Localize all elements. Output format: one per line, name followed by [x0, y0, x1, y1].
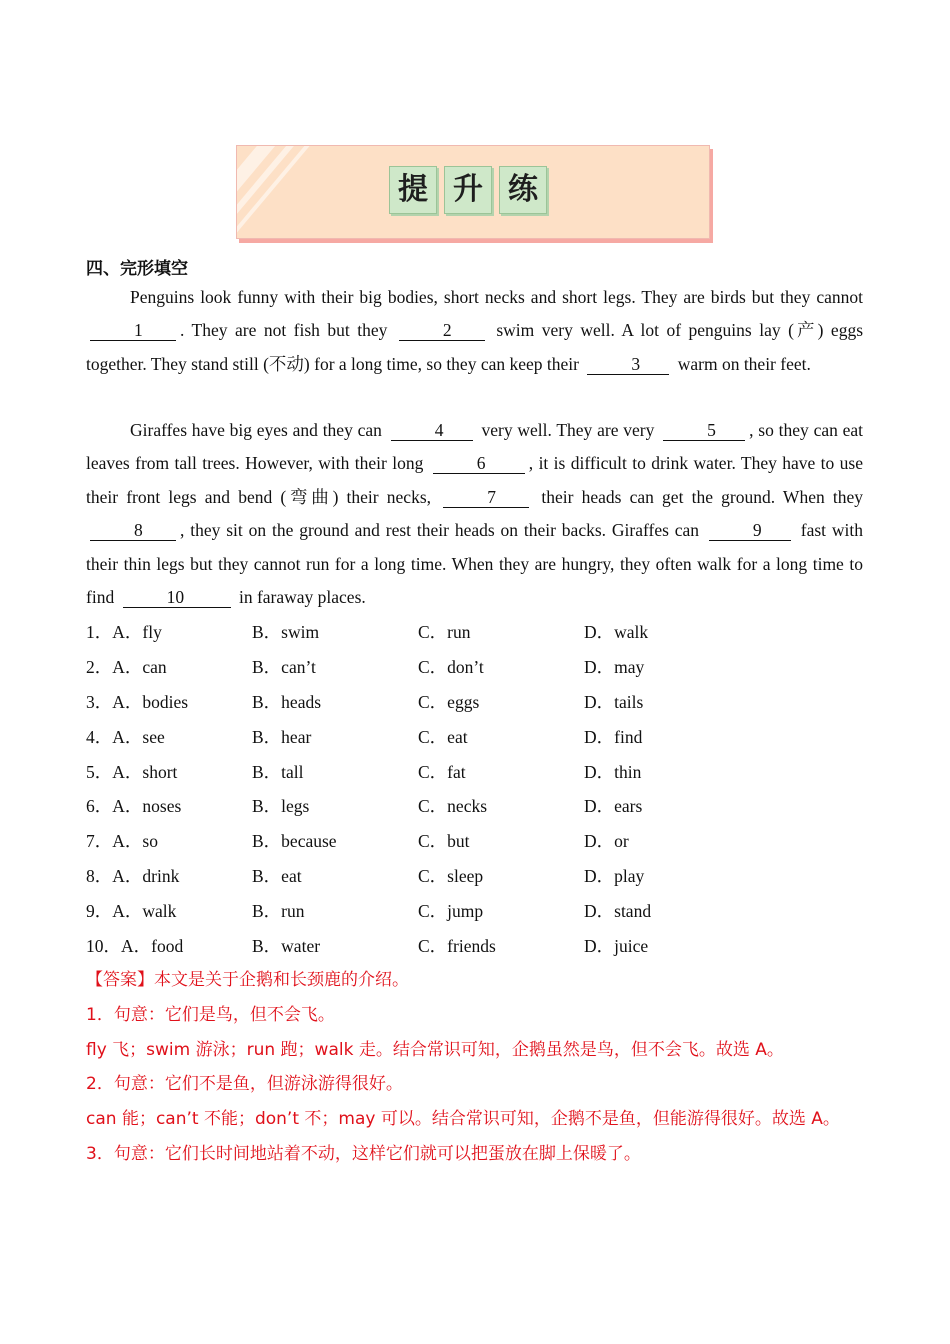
blank-7: 7: [443, 487, 529, 508]
option-choice: B．because: [252, 831, 337, 852]
option-choice: B．legs: [252, 796, 310, 817]
option-row: [86, 789, 866, 824]
section-heading: 四、完形填空: [86, 259, 188, 279]
blank-3: 3: [587, 354, 669, 375]
passage-text: Giraffes have big eyes and they can: [130, 420, 382, 440]
banner-title-char: 练: [499, 166, 547, 214]
passage-text: swim very well. A lot of penguins lay (产) eggs together. They stand still (不动) for a long time, so they can keep their: [86, 320, 864, 374]
answer-explanation: [86, 963, 863, 1172]
option-choice: D．tails: [584, 691, 644, 712]
option-choice: D．may: [584, 656, 645, 677]
option-choice: C．but: [418, 831, 470, 852]
option-row: [86, 615, 866, 650]
option-row: [86, 650, 866, 685]
option-choice: B．water: [252, 936, 321, 957]
option-row: [86, 859, 866, 894]
option-choice: 2．A．can: [86, 656, 167, 677]
option-row: [86, 685, 866, 720]
passage-text: , they sit on the ground and rest their heads on their backs. Giraffes can: [180, 520, 700, 541]
option-choice: B．heads: [252, 691, 322, 712]
blank-1: 1: [90, 320, 176, 341]
passage-text: warm on their feet.: [677, 353, 811, 374]
option-choice: 1．A．fly: [86, 622, 162, 642]
option-choice: C．eat: [418, 726, 468, 747]
section-banner: [236, 145, 710, 239]
option-choice: D．ears: [584, 796, 643, 817]
option-choice: C．fat: [418, 761, 466, 782]
answer-line: 2．句意：它们不是鱼，但游泳游得很好。: [86, 1074, 403, 1095]
option-choice: C．jump: [418, 901, 484, 922]
passage-text: fast with their thin legs but they cannot run for a long time. When they are hungry, they often walk for a long time to find: [86, 520, 864, 608]
option-choice: C．sleep: [418, 866, 484, 887]
blank-5: 5: [663, 420, 745, 441]
option-choice: 7．A．so: [86, 831, 158, 852]
option-choice: B．run: [252, 901, 305, 922]
answer-line: 【答案】本文是关于企鹅和长颈鹿的介绍。: [86, 970, 409, 990]
blank-10: 10: [123, 587, 231, 608]
option-choice: B．hear: [252, 726, 312, 747]
passage-text: , so they can eat leaves from tall trees. However, with their long: [86, 420, 864, 474]
answer-line: fly 飞；swim 游泳；run 跑；walk 走。结合常识可知，企鹅虽然是鸟，但不会飞。故选 A。: [86, 1039, 784, 1060]
option-choice: 6．A．noses: [86, 796, 182, 817]
option-row: [86, 720, 866, 755]
options-list: [86, 615, 866, 964]
option-choice: C．don’t: [418, 656, 484, 677]
option-row: [86, 929, 866, 964]
option-row: [86, 894, 866, 929]
option-choice: D．find: [584, 726, 643, 747]
option-choice: 10．A．food: [86, 936, 184, 957]
passage-text: Penguins look funny with their big bodies, short necks and short legs. They are birds but they cannot: [130, 287, 863, 307]
option-row: [86, 755, 866, 790]
passage-text: in faraway places.: [238, 587, 366, 608]
option-choice: 9．A．walk: [86, 901, 177, 922]
banner-title-char: 升: [444, 166, 492, 214]
option-choice: 3．A．bodies: [86, 691, 189, 712]
option-choice: D．or: [584, 831, 629, 852]
blank-4: 4: [391, 420, 473, 441]
blank-9: 9: [709, 520, 791, 541]
passage-text: their heads can get the ground. When they: [541, 486, 864, 507]
passage-text: . They are not fish but they: [180, 320, 388, 341]
passage-paragraph-2: [86, 414, 863, 614]
blank-6: 6: [433, 453, 525, 474]
option-choice: D．walk: [584, 622, 649, 642]
passage-text: , it is difficult to drink water. They have to use their front legs and bend (弯曲) their necks,: [86, 453, 864, 507]
option-choice: 4．A．see: [86, 726, 165, 747]
option-choice: D．juice: [584, 936, 649, 957]
option-choice: D．play: [584, 866, 645, 887]
option-choice: B．swim: [252, 622, 320, 642]
option-row: [86, 824, 866, 859]
blank-2: 2: [399, 320, 485, 341]
answer-line: 1．句意：它们是鸟，但不会飞。: [86, 1004, 335, 1025]
passage-text: very well. They are very: [481, 420, 655, 440]
option-choice: 8．A．drink: [86, 866, 180, 887]
option-choice: B．tall: [252, 761, 304, 782]
answer-line: 3．句意：它们长时间地站着不动，这样它们就可以把蛋放在脚上保暖了。: [86, 1143, 641, 1164]
blank-8: 8: [90, 520, 176, 541]
option-choice: B．can’t: [252, 656, 316, 677]
banner-title-char: 提: [389, 166, 437, 214]
option-choice: C．friends: [418, 936, 496, 957]
option-choice: D．thin: [584, 761, 642, 782]
banner-title: [389, 166, 547, 214]
option-choice: C．eggs: [418, 691, 480, 712]
answer-line: can 能；can’t 不能；don’t 不；may 可以。结合常识可知，企鹅不是鱼，但能游得很好。故选 A。: [86, 1109, 840, 1130]
option-choice: B．eat: [252, 866, 302, 887]
passage-paragraph-1: [86, 281, 863, 381]
option-choice: 5．A．short: [86, 761, 178, 782]
option-choice: D．stand: [584, 901, 652, 922]
option-choice: C．necks: [418, 796, 488, 817]
option-choice: C．run: [418, 622, 471, 642]
